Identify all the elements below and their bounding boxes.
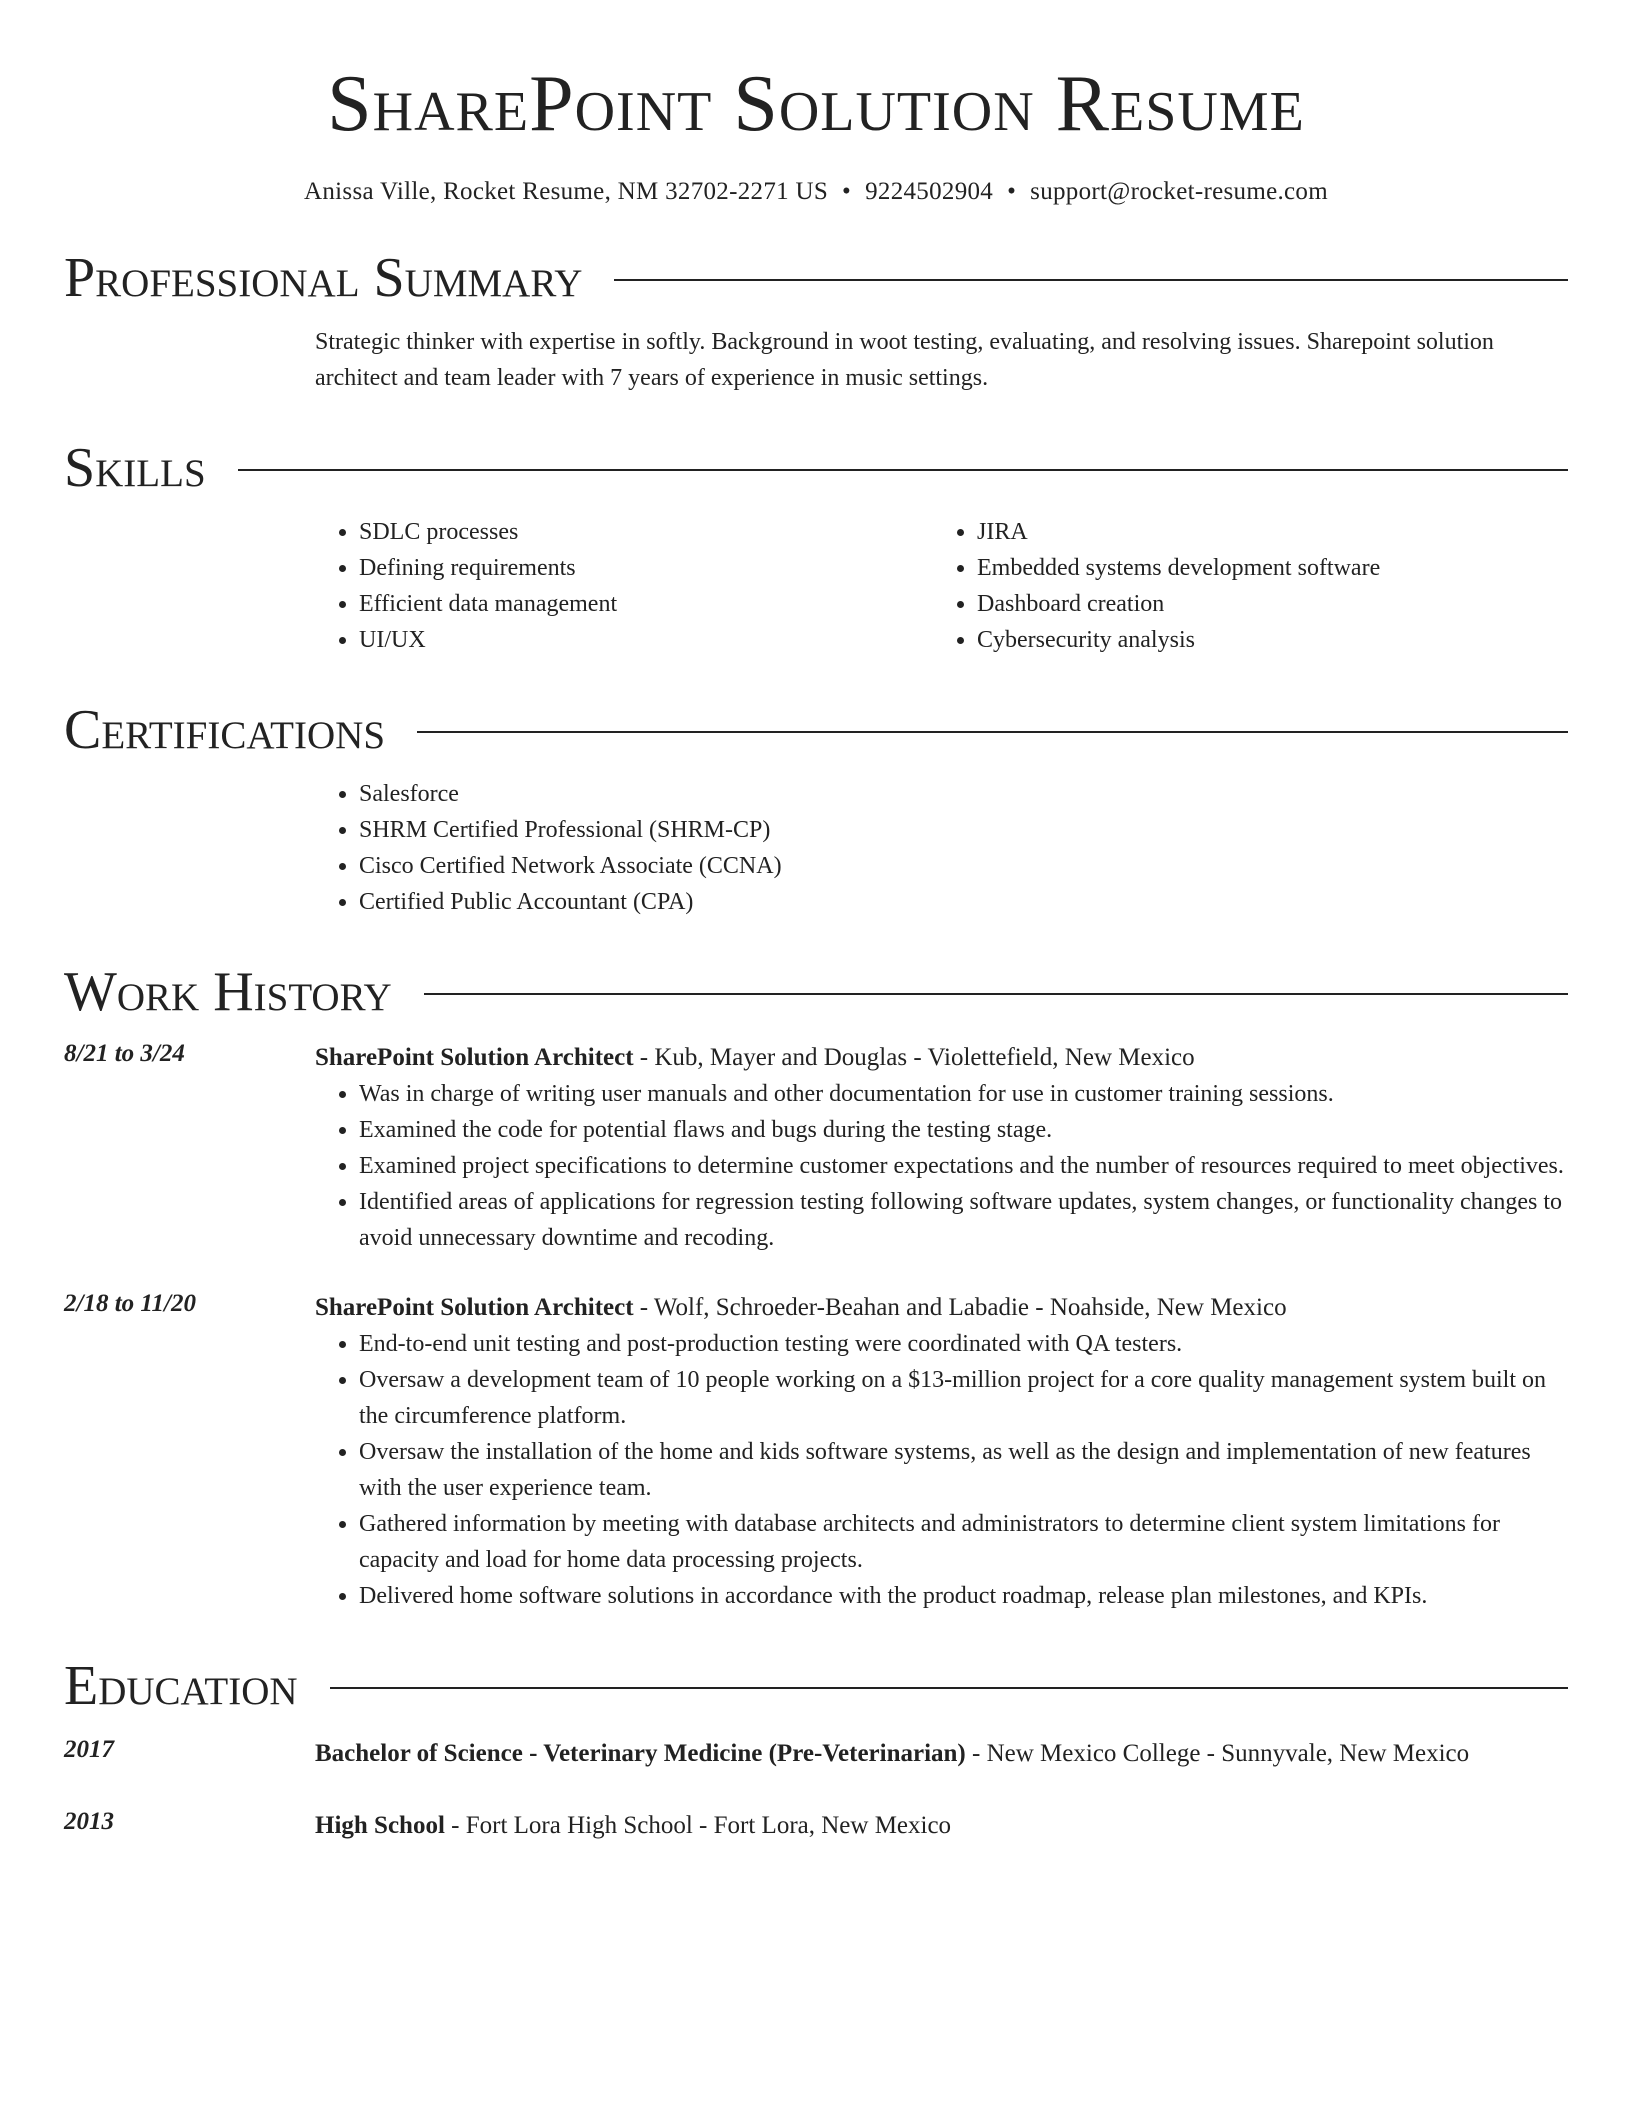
job-bullet: • Delivered home software solutions in accordance with the product roadmap, release plan milestones, and KPIs. bbox=[359, 1578, 1568, 1614]
summary-text: Strategic thinker with expertise in softly. Background in woot testing, evaluating, and resolving issues. Sharepoint solution architect and team leader with 7 years of experience in music settings. bbox=[315, 329, 1494, 391]
education-school: - New Mexico College - Sunnyvale, New Mexico bbox=[965, 1740, 1470, 1767]
skill-item: • Defining requirements bbox=[359, 550, 933, 586]
job-bullet: • Identified areas of applications for regression testing following software updates, system changes, or functionality changes to avoid unnecessary downtime and recoding. bbox=[359, 1184, 1568, 1256]
education-content bbox=[315, 1808, 1568, 1844]
resume-title: SharePoint Solution Resume bbox=[327, 60, 1305, 148]
work-section-header bbox=[64, 961, 1568, 1023]
section-divider bbox=[330, 1687, 1568, 1689]
job-dates: 2/18 to 11/20 bbox=[64, 1290, 196, 1317]
skills-section-header bbox=[64, 437, 1568, 499]
skill-item: • JIRA bbox=[977, 514, 1551, 550]
skills-column-1 bbox=[315, 514, 933, 658]
certifications-content bbox=[315, 776, 1568, 920]
job-content bbox=[315, 1290, 1568, 1614]
skill-item: • SDLC processes bbox=[359, 514, 933, 550]
education-degree: Bachelor of Science - Veterinary Medicine (Pre-Veterinarian) bbox=[315, 1740, 966, 1767]
job-company: - Kub, Mayer and Douglas - Violettefield, New Mexico bbox=[633, 1044, 1195, 1071]
job-position: SharePoint Solution Architect bbox=[315, 1294, 634, 1321]
certification-item: • Certified Public Accountant (CPA) bbox=[359, 884, 1568, 920]
job-bullets bbox=[315, 1076, 1568, 1256]
contact-address: Anissa Ville, Rocket Resume, NM 32702-2271 US bbox=[304, 178, 829, 205]
job-title-line bbox=[315, 1290, 1568, 1326]
skill-item: • Embedded systems development software bbox=[977, 550, 1551, 586]
skills-spacer bbox=[64, 514, 315, 658]
education-entry bbox=[64, 1808, 1568, 1844]
certifications-row bbox=[64, 776, 1568, 920]
job-bullets bbox=[315, 1326, 1568, 1614]
job-company: - Wolf, Schroeder-Beahan and Labadie - Noahside, New Mexico bbox=[633, 1294, 1287, 1321]
job-bullet: • Was in charge of writing user manuals and other documentation for use in customer training sessions. bbox=[359, 1076, 1568, 1112]
job-entry bbox=[64, 1290, 1568, 1614]
job-bullet: • Examined project specifications to determine customer expectations and the number of resources required to meet objectives. bbox=[359, 1148, 1568, 1184]
skill-item: • Dashboard creation bbox=[977, 586, 1551, 622]
skill-item: • Efficient data management bbox=[359, 586, 933, 622]
education-section-header bbox=[64, 1655, 1568, 1717]
summary-section-header bbox=[64, 247, 1568, 309]
education-section-title: Education bbox=[64, 1655, 298, 1717]
section-divider bbox=[238, 469, 1568, 471]
job-bullet: • Oversaw the installation of the home and kids software systems, as well as the design and implementation of new features with the user experience team. bbox=[359, 1434, 1568, 1506]
summary-row bbox=[64, 324, 1568, 396]
education-year: 2017 bbox=[64, 1736, 114, 1763]
skill-item: • Cybersecurity analysis bbox=[977, 622, 1551, 658]
certifications-section-title: Certifications bbox=[64, 699, 386, 761]
contact-phone: 9224502904 bbox=[865, 178, 994, 205]
skills-list-1 bbox=[315, 514, 933, 658]
education-content bbox=[315, 1736, 1568, 1772]
certification-item: • SHRM Certified Professional (SHRM-CP) bbox=[359, 812, 1568, 848]
job-bullet: • End-to-end unit testing and post-production testing were coordinated with QA testers. bbox=[359, 1326, 1568, 1362]
job-dates: 8/21 to 3/24 bbox=[64, 1040, 185, 1067]
skill-item: • UI/UX bbox=[359, 622, 933, 658]
contact-line bbox=[64, 178, 1568, 206]
job-entry bbox=[64, 1040, 1568, 1256]
job-title-line bbox=[315, 1040, 1568, 1076]
skills-list-2 bbox=[933, 514, 1551, 658]
summary-section-title: Professional Summary bbox=[64, 247, 583, 309]
education-year: 2013 bbox=[64, 1808, 114, 1835]
job-position: SharePoint Solution Architect bbox=[315, 1044, 634, 1071]
education-school: - Fort Lora High School - Fort Lora, New Mexico bbox=[444, 1812, 952, 1839]
contact-email: support@rocket-resume.com bbox=[1030, 178, 1328, 205]
section-divider bbox=[424, 993, 1568, 995]
certification-item: • Salesforce bbox=[359, 776, 1568, 812]
work-section-title: Work History bbox=[64, 961, 392, 1023]
contact-separator: • bbox=[1007, 178, 1017, 205]
certification-item: • Cisco Certified Network Associate (CCNA) bbox=[359, 848, 1568, 884]
job-bullet: • Examined the code for potential flaws and bugs during the testing stage. bbox=[359, 1112, 1568, 1148]
education-entry bbox=[64, 1736, 1568, 1772]
contact-separator: • bbox=[842, 178, 852, 205]
certifications-spacer bbox=[64, 776, 315, 920]
section-divider bbox=[614, 279, 1568, 281]
summary-spacer bbox=[64, 324, 315, 396]
skills-column-2 bbox=[933, 514, 1551, 658]
certifications-list bbox=[315, 776, 1568, 920]
job-bullet: • Gathered information by meeting with database architects and administrators to determine client system limitations for capacity and load for home data processing projects. bbox=[359, 1506, 1568, 1578]
section-divider bbox=[417, 731, 1568, 733]
education-degree: High School bbox=[315, 1812, 445, 1839]
certifications-section-header bbox=[64, 699, 1568, 761]
skills-row bbox=[64, 514, 1568, 658]
job-content bbox=[315, 1040, 1568, 1256]
skills-section-title: Skills bbox=[64, 437, 206, 499]
job-bullet: • Oversaw a development team of 10 people working on a $13-million project for a core quality management system built on the circumference platform. bbox=[359, 1362, 1568, 1434]
